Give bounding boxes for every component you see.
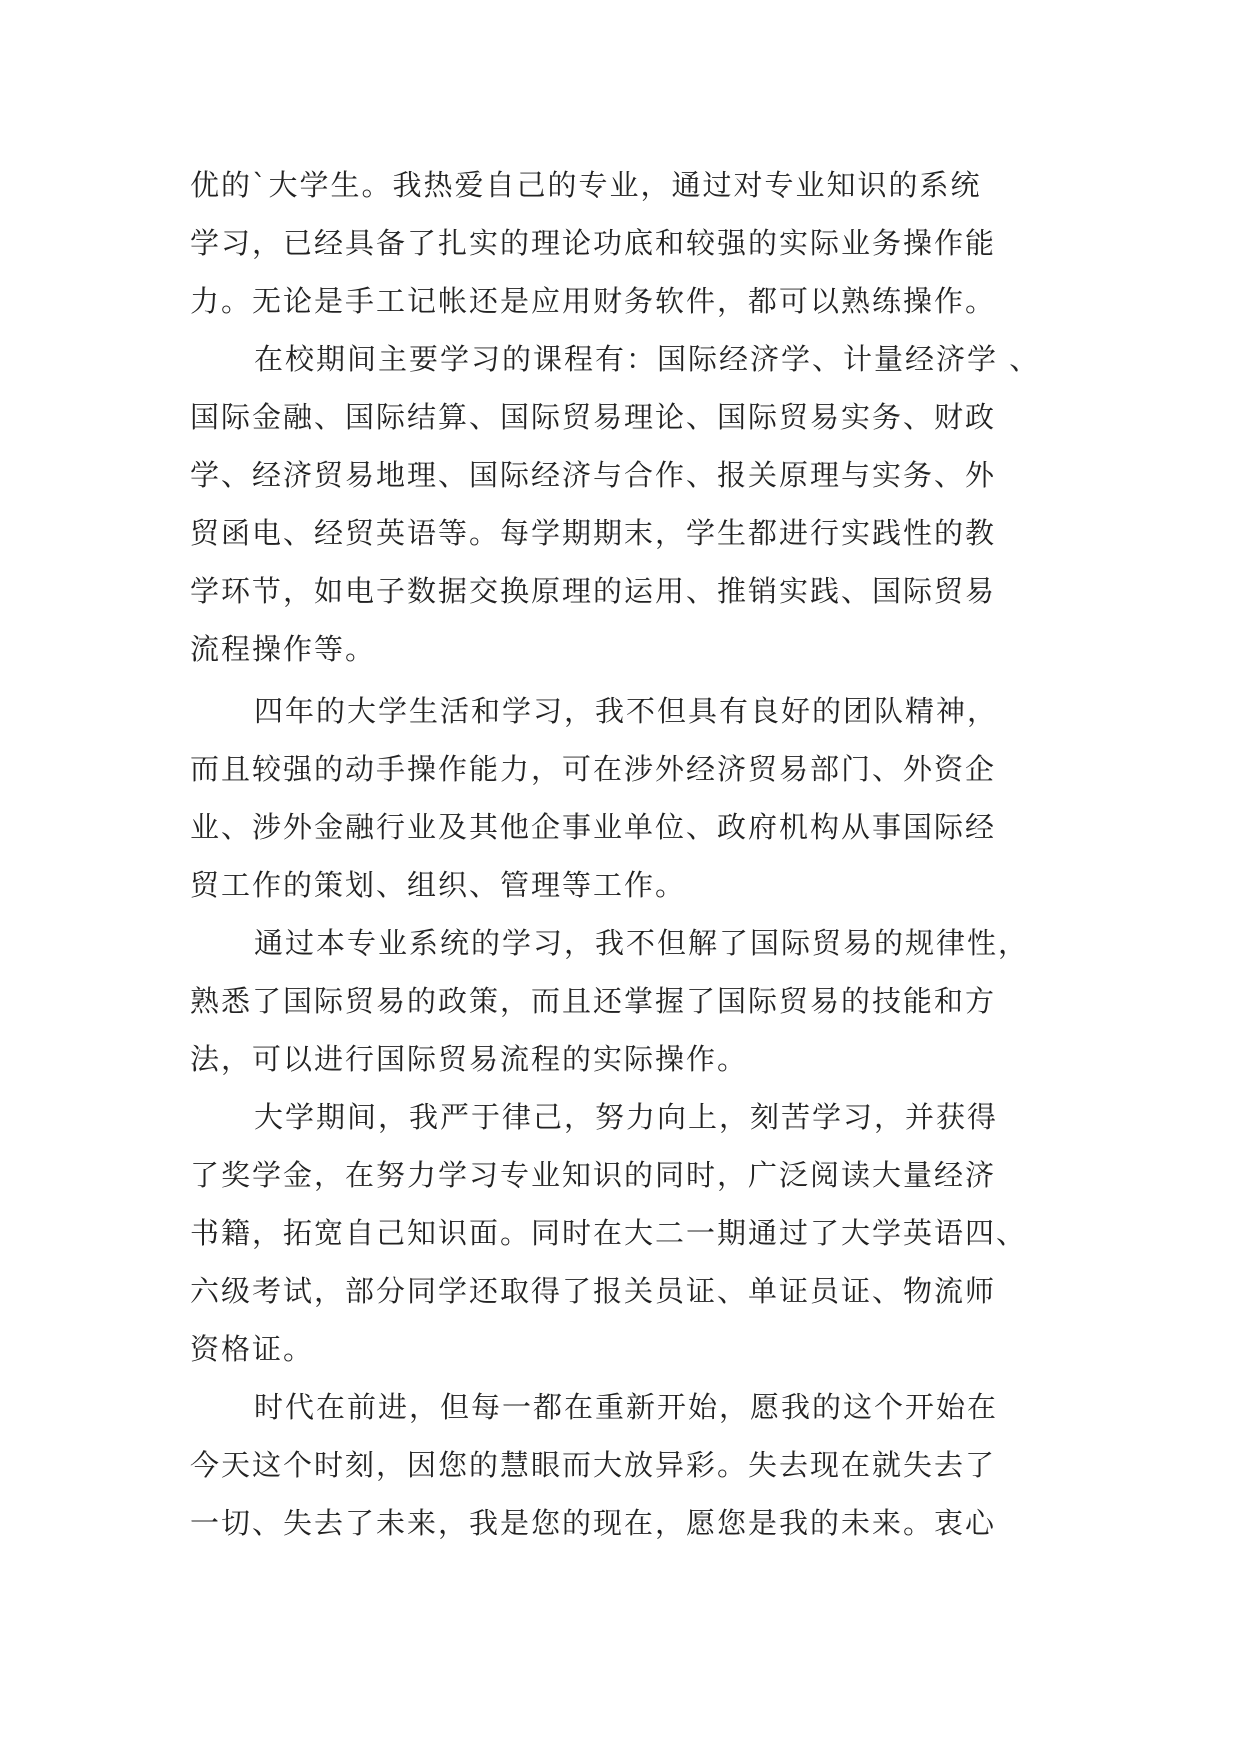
text-line: 在校期间主要学习的课程有：国际经济学、计量经济学 、 xyxy=(254,342,1041,376)
text-line: 优的`大学生。我热爱自己的专业，通过对专业知识的系统 xyxy=(190,168,982,202)
text-line: 书籍，拓宽自己知识面。同时在大二一期通过了大学英语四、 xyxy=(190,1216,1028,1250)
text-line: 流程操作等。 xyxy=(190,632,377,666)
text-line: 一切、失去了未来，我是您的现在，愿您是我的未来。衷心 xyxy=(190,1506,997,1540)
text-line: 大学期间，我严于律己，努力向上，刻苦学习，并获得 xyxy=(254,1100,999,1134)
paragraph-intro-continued xyxy=(190,156,1070,330)
text-line: 资格证。 xyxy=(190,1332,315,1366)
paragraph-professional-study xyxy=(190,914,1070,1088)
text-line: 力。无论是手工记帐还是应用财务软件，都可以熟练操作。 xyxy=(190,284,997,318)
text-line: 今天这个时刻，因您的慧眼而大放异彩。失去现在就失去了 xyxy=(190,1448,997,1482)
text-line: 学习，已经具备了扎实的理论功底和较强的实际业务操作能 xyxy=(190,226,997,260)
text-line: 业、涉外金融行业及其他企事业单位、政府机构从事国际经 xyxy=(190,810,997,844)
text-line: 通过本专业系统的学习，我不但解了国际贸易的规律性， xyxy=(254,926,1030,960)
text-line: 四年的大学生活和学习，我不但具有良好的团队精神， xyxy=(254,694,999,728)
text-line: 而且较强的动手操作能力，可在涉外经济贸易部门、外资企 xyxy=(190,752,997,786)
text-line: 学环节，如电子数据交换原理的运用、推销实践、国际贸易 xyxy=(190,574,997,608)
text-line: 六级考试，部分同学还取得了报关员证、单证员证、物流师 xyxy=(190,1274,997,1308)
text-line: 时代在前进，但每一都在重新开始，愿我的这个开始在 xyxy=(254,1390,999,1424)
text-line: 贸函电、经贸英语等。每学期期末，学生都进行实践性的教 xyxy=(190,516,997,550)
text-line: 了奖学金，在努力学习专业知识的同时，广泛阅读大量经济 xyxy=(190,1158,997,1192)
paragraph-closing xyxy=(190,1378,1070,1552)
text-line: 法，可以进行国际贸易流程的实际操作。 xyxy=(190,1042,749,1076)
document-body xyxy=(190,156,1070,1552)
text-line: 熟悉了国际贸易的政策，而且还掌握了国际贸易的技能和方 xyxy=(190,984,997,1018)
text-line: 贸工作的策划、组织、管理等工作。 xyxy=(190,868,687,902)
paragraph-achievements xyxy=(190,1088,1070,1378)
text-line: 学、经济贸易地理、国际经济与合作、报关原理与实务、外 xyxy=(190,458,997,492)
paragraph-courses xyxy=(190,330,1070,678)
paragraph-university-life xyxy=(190,682,1070,914)
text-line: 国际金融、国际结算、国际贸易理论、国际贸易实务、财政 xyxy=(190,400,997,434)
